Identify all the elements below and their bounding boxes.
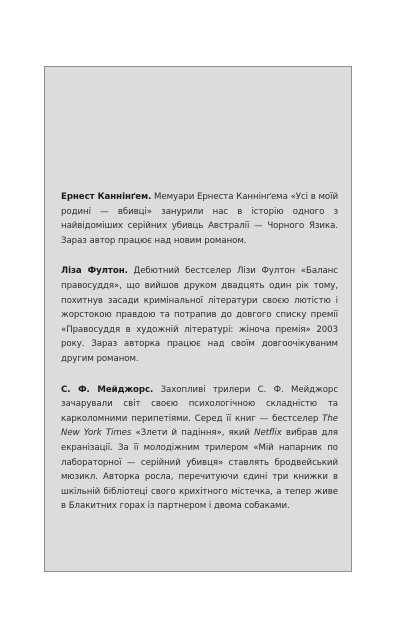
author-name: Ліза Фултон. <box>61 266 128 277</box>
newspaper-title: The New York Times <box>61 413 338 439</box>
author-name: Ернест Каннінґем. <box>61 192 152 202</box>
bio-text: Мемуари Ернеста Каннінґема «Усі в моїй родині — вбивці» занурили нас в історію одного з найвідоміших серійних убивць Австралії — Чорного Язика. Зараз автор працює над новим романом. <box>61 192 338 246</box>
bio-text: «Злети й падіння», який <box>131 428 255 439</box>
bio-liza-fulton <box>61 264 338 366</box>
author-bios <box>61 190 338 530</box>
bio-text: вибрав для екранізації. За її молодіжним трилером «Мій напарник по лабораторної — серійний убивця» ставлять бродвейський мюзикл. Авторка росла, перечитуючи єдині три книжки в шкільній бібліотеці свого крихітного містечка, а тепер живе в Блакитних горах із партнером і двома собаками. <box>61 428 338 512</box>
bio-ernest-cunningham <box>61 190 338 248</box>
bio-text: Захопливі трилери С. Ф. Мейджорс зачарували світ своєю психологічною складністю та карколомними перипетіями. Серед її книг — бестселер <box>61 384 339 424</box>
author-name: С. Ф. Мейджорс. <box>61 384 154 395</box>
bio-text: Дебютний бестселер Лізи Фултон «Баланс правосуддя», що вийшов друком двадцять один рік тому, похитнув засади кримінальної літератури своєю лютістю і жорстокою правдою та потрапив до довгого списку премії «Правосуддя в художній літературі: жіноча премія» 2003 року. Зараз авторка працює над своїм довгоочікуваним другим романом. <box>61 266 338 364</box>
bio-sf-majors <box>61 383 338 514</box>
streaming-service-name: Netflix <box>254 428 282 439</box>
author-bios-panel <box>44 66 352 572</box>
